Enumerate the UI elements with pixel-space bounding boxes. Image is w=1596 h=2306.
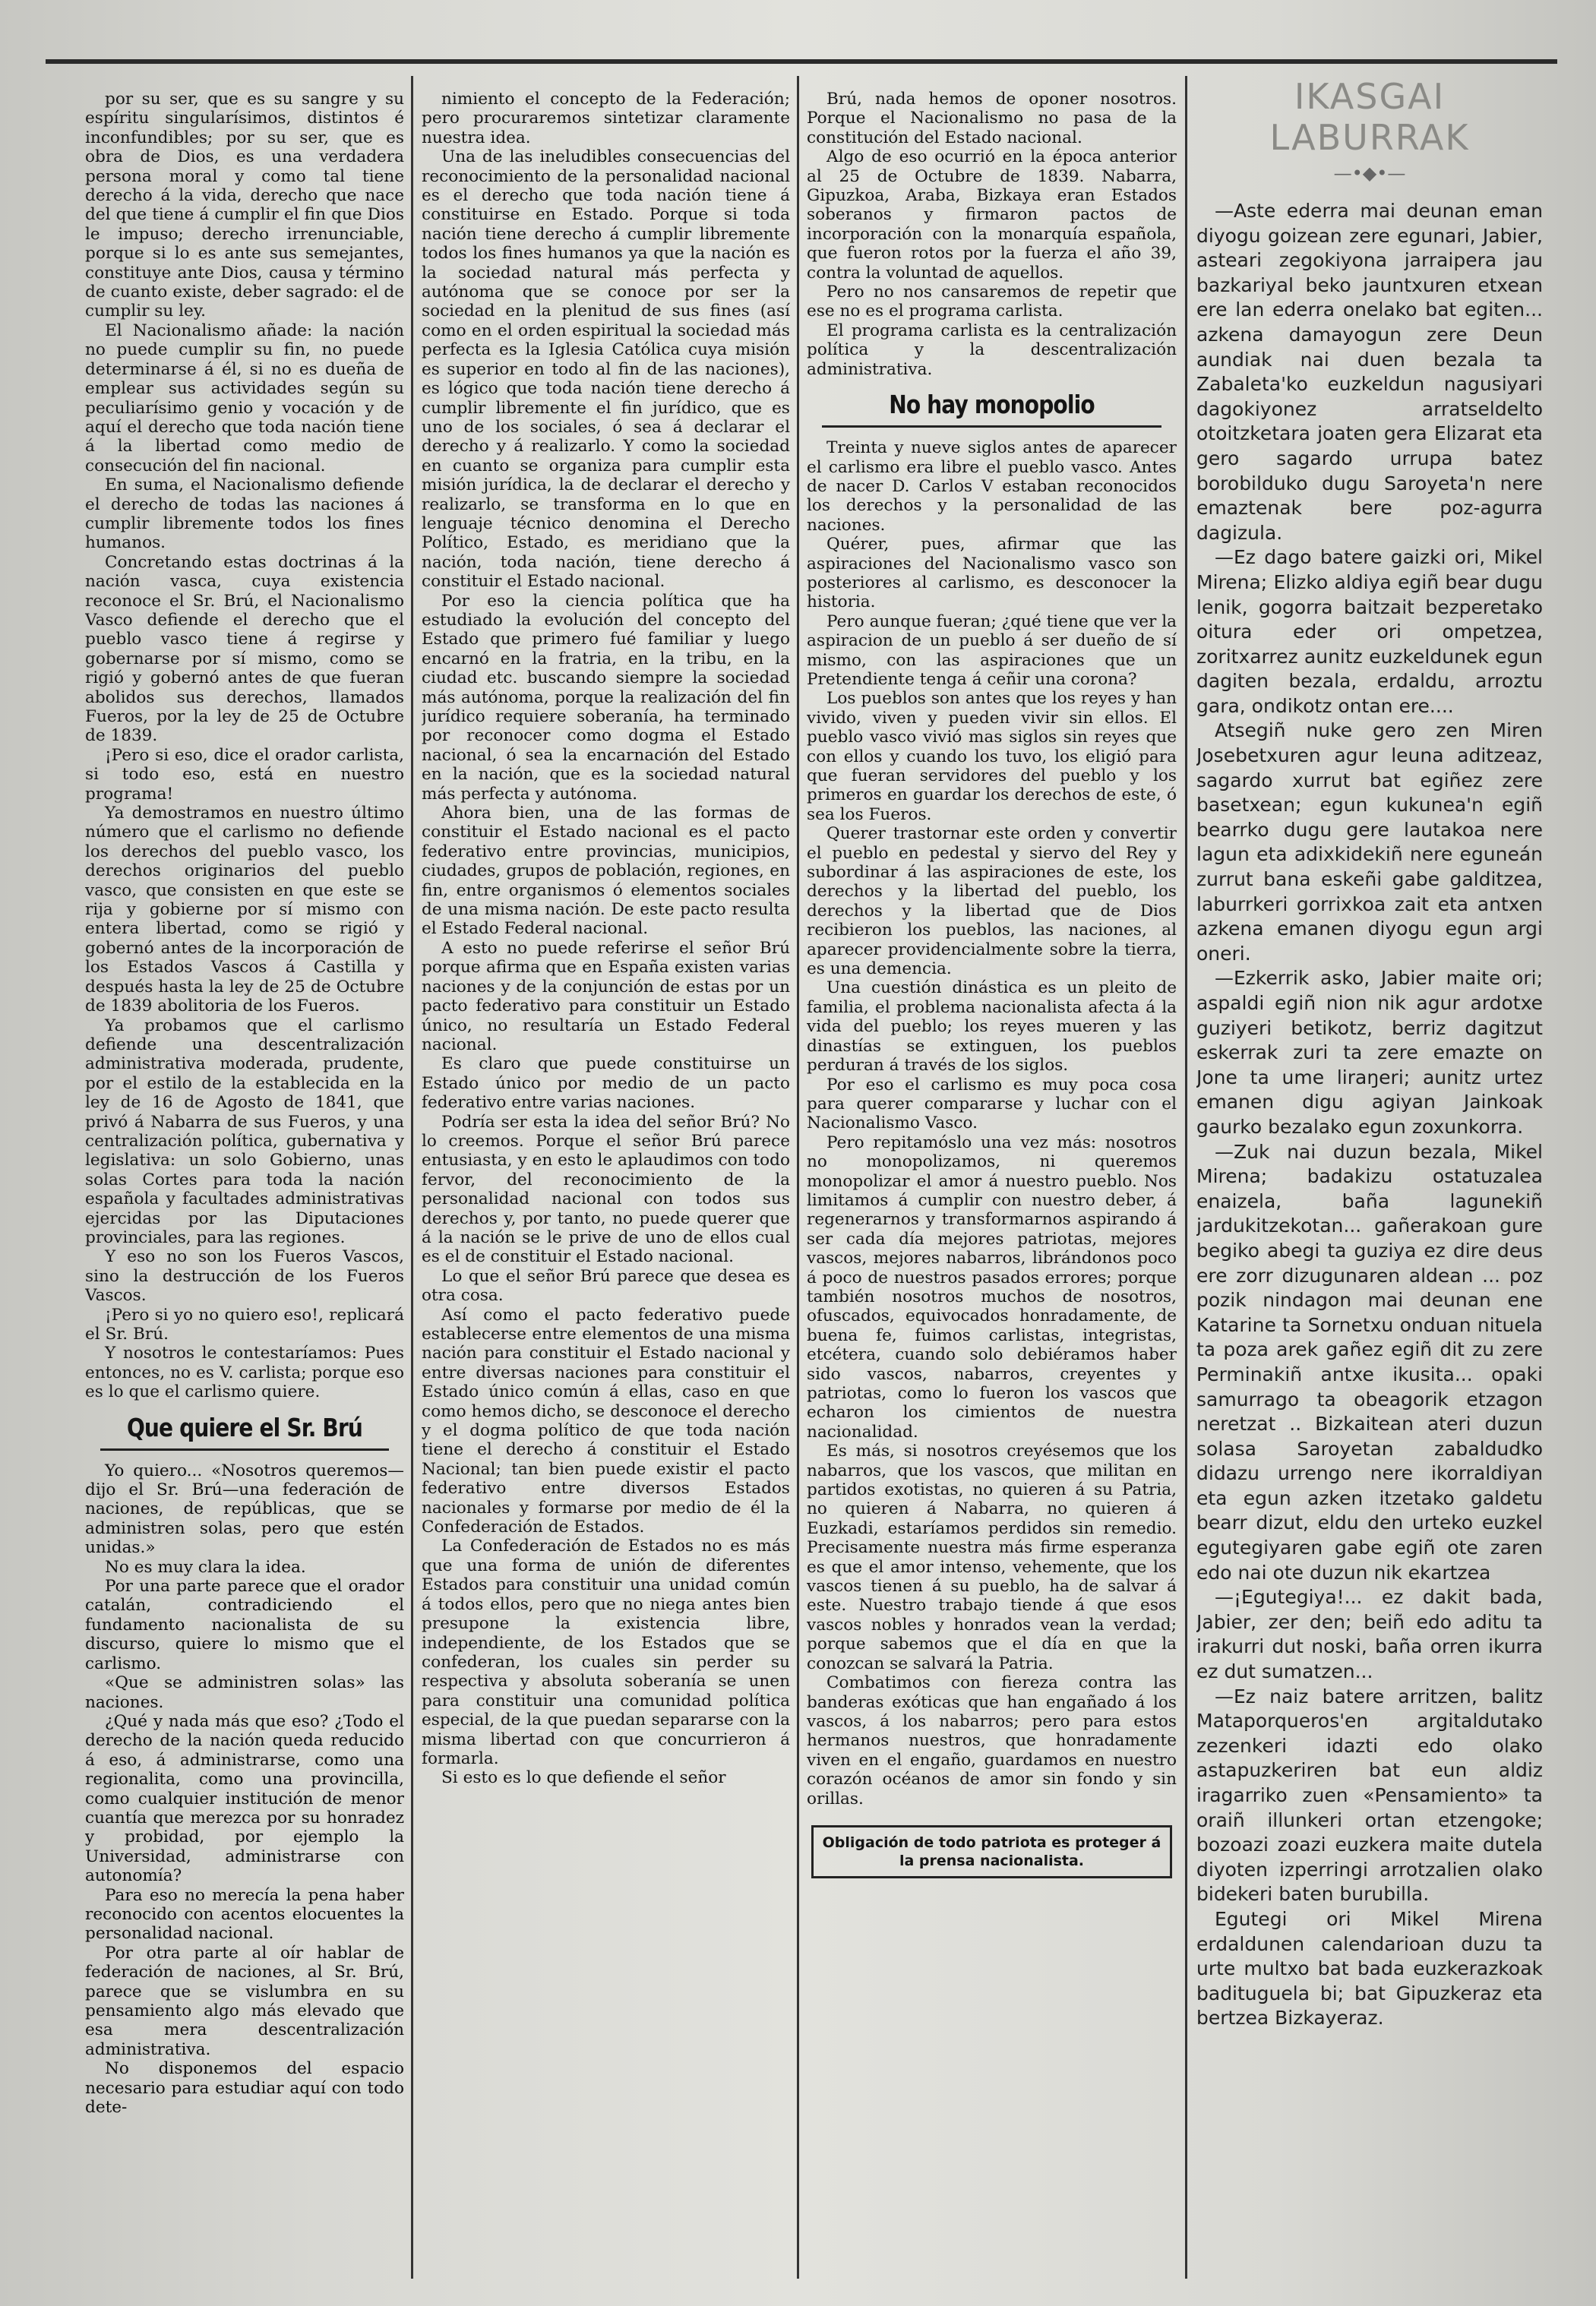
paragraph: Así como el pacto federativo puede establecerse entre elementos de una misma nación para constituir el Estado nacional y entre diversas naciones para constituir el Estado único común á ellas, caso en que como hemos dicho, se desconoce el derecho y el dogma político de que toda nación tiene el derecho á constituir el Estado Nacional; tan bien puede existir el pacto federativo entre diversos Estados nacionales y formarse por medio de él la Confederación de Estados.: [422, 1305, 790, 1537]
paragraph: Una de las ineludibles consecuencias del reconocimiento de la personalidad nacional es el derecho que toda nación tiene á constituirse en Estado. Porque si toda nación tiene derecho á cumplir libremente todos los fines humanos ya que la nación es la sociedad natural más perfecta y autónoma que se conoce por ser la sociedad en la plenitud de sus fines (así como en el orden espiritual la sociedad más perfecta es la Iglesia Católica cuya misión es superior en todo al fin de las naciones), es lógico que toda nación tiene derecho á cumplir libremente el fin jurídico, que es uno de los sociales, ó sea á declarar el derecho y á realizarlo. Y como la sociedad en cuanto se organiza para cumplir esta misión jurídica, la de declarar el derecho y realizarlo, se transforma en lo que en lenguaje técnico denomina el Derecho Político, Estado, es meridiano que la nación, toda nación, tiene derecho á constituir el Estado nacional.: [422, 147, 790, 592]
paragraph: Combatimos con fiereza contra las banderas exóticas que han engañado á los vascos, á los nabarros; pero para estos hermanos nuestros, que honradamente viven en el engaño, guardamos en nuestro corazón océanos de amor sin fondo y sin orillas.: [807, 1673, 1177, 1808]
paragraph: Brú, nada hemos de oponer nosotros. Porque el Nacionalismo no pasa de la constitución del Estado nacional.: [807, 90, 1177, 147]
paragraph: —Aste ederra mai deunan eman diyogu goizean zere egunari, Jabier, asteari zegokiyona jarraipera jau bazkariyal beko jauntxuren etxean ere lan ederra onelako bat egiten... azkena damayogun zere Deun aundiak nai duen bezala ta Zabaleta'ko euzkeldun nagusiyari dagokiyonez arratseldelto otoitzketara joaten gera Elizarat eta gero sagardo urrupa batez borobilduko dugu Saroyeta'n nere emaztenak bere poz-agurra dagizula.: [1196, 200, 1543, 544]
paragraph: Querer trastornar este orden y convertir el pueblo en pedestal y siervo del Rey y subordinar á las aspiraciones de este, los derechos y la libertad del pueblo, los derechos y la libertad que de Dios recibieron los pueblos, las naciones, al aparecer providencialmente sobre la tierra, es una demencia.: [807, 824, 1177, 979]
paragraph: Pero repitamóslo una vez más: nosotros no monopolizamos, ni queremos monopolizar el amor á nuestro pueblo. Nos limitamos á cumplir con nuestro deber, á regenerarnos y transformarnos aspirando á ser cada día mejores patriotas, mejores vascos, mejores nabarros, librándonos poco á poco de nuestros pasados errores; porque también nosotros muchos de nosotros, ofuscados, equivocados honradamente, de buena fe, fuimos carlistas, integristas, etcétera, cuando solo debiéramos haber sido vascos, nabarros, creyentes y patriotas, como lo fueron los vascos que echaron los cimientos de nuestra nacionalidad.: [807, 1132, 1177, 1442]
column-2: [422, 90, 790, 2285]
paragraph: A esto no puede referirse el señor Brú porque afirma que en España existen varias naciones y de la conjunción de estas por un pacto federativo para constituir un Estado único, no resultaría un Estado Federal nacional.: [422, 938, 790, 1054]
paragraph: ¡Pero si yo no quiero eso!, replicará el Sr. Brú.: [85, 1305, 404, 1344]
paragraph: El programa carlista es la centralización política y la descentralización administrativa.: [807, 321, 1177, 379]
paragraph: Una cuestión dinástica es un pleito de familia, el problema nacionalista afecta á la vida del pueblo; los reyes mueren y las dinastías se extinguen, los pueblos perduran á través de los siglos.: [807, 978, 1177, 1076]
ornament-icon: —•◆•—: [1333, 163, 1406, 184]
paragraph: «Que se administren solas» las naciones.: [85, 1673, 404, 1712]
paragraph: Por eso la ciencia política que ha estudiado la evolución del concepto del Estado que primero fué familiar y luego encarnó en la fratria, en la tribu, en la ciudad etc. buscando siempre la sociedad más autónoma, porque la realización del fin jurídico requiere soberanía, ha terminado por reconocer como dogma el Estado nacional, ó sea la encarnación del Estado en la nación, que es la sociedad natural más perfecta y autónoma.: [422, 591, 790, 804]
paragraph: Pero no nos cansaremos de repetir que ese no es el programa carlista.: [807, 283, 1177, 321]
paragraph: Para eso no merecía la pena haber reconocido con acentos elocuentes la personalidad nacional.: [85, 1885, 404, 1944]
paragraph: Pero aunque fueran; ¿qué tiene que ver la aspiracion de un pueblo á ser dueño de sí mismo, con las aspiraciones que un Pretendiente tenga á ceñir una corona?: [807, 611, 1177, 689]
paragraph: —¡Egutegiya!... ez dakit bada, Jabier, zer den; beiñ edo aditu ta irakurri dut noski, baña orren ikurra ez dut sumatzen...: [1196, 1586, 1543, 1683]
paragraph: Es más, si nosotros creyésemos que los nabarros, que los vascos, que militan en partidos exotistas, no quieren á su Patria, no quieren á Nabarra, no quieren á Euzkadi, estaríamos perdidos sin remedio. Precisamente nuestra más firme esperanza es que el amor intenso, vehemente, que los vascos tienen á su pueblo, ha de salvar á este. Nuestro trabajo tiende á que esos vascos nobles y honrados vean la verdad; porque sabemos que el día en que la conozcan se salvará la Patria.: [807, 1442, 1177, 1673]
paragraph: Ya demostramos en nuestro último número que el carlismo no defiende los derechos del pueblo vasco, los derechos originarios del pueblo vasco, que consisten en que este se rija y gobierne por sí mismo con entera libertad, como se rigió y gobernó antes de la incorporación de los Estados Vascos á Castilla y después hasta la ley de 25 de Octubre de 1839 abolitoria de los Fueros.: [85, 804, 404, 1016]
paragraph: El Nacionalismo añade: la nación no puede cumplir su fin, no puede determinarse á él, si no es dueña de emplear sus actividades según su peculiarísimo genio y vocación y de aquí el derecho que toda nación tiene á la libertad como medio de consecución del fin nacional.: [85, 321, 404, 475]
paragraph: Atsegiñ nuke gero zen Miren Josebetxuren agur leuna aditzeaz, sagardo xurrut bat egiñez zere basetxean; egun kukunea'n egiñ bearrko dugu gere lautakoa nere lagun eta adixkidekiñ nere eguneán zurrut bana eskeñi gabe galditzea, laburrkeri gorrixkoa zait eta antxen azkena emanen diyogu egun argi oneri.: [1196, 719, 1543, 965]
column-divider: [1185, 76, 1187, 2279]
paragraph: Lo que el señor Brú parece que desea es otra cosa.: [422, 1266, 790, 1306]
paragraph: Ahora bien, una de las formas de constituir el Estado nacional es el pacto federativo entre provincias, municipios, ciudades, grupos de población, regiones, en fin, entre organismos ó elementos sociales de una misma nación. De este pacto resulta el Estado Federal nacional.: [422, 804, 790, 939]
paragraph: No disponemos del espacio necesario para estudiar aquí con todo dete-: [85, 2059, 404, 2118]
paragraph: Es claro que puede constituirse un Estado único por medio de un pacto federativo entre varias naciones.: [422, 1054, 790, 1113]
col1-text-2: [85, 1461, 404, 2118]
paragraph: Algo de eso ocurrió en la época anterior al 25 de Octubre de 1839. Nabarra, Gipuzkoa, Araba, Bizkaya eran Estados soberanos y firmaron pactos de incorporación con la monarquía española, que fueron rotos por la fuerza el año 39, contra la voluntad de aquellos.: [807, 147, 1177, 283]
column-divider: [411, 76, 413, 2279]
paragraph: por su ser, que es su sangre y su espíritu singularísimos, distintos é inconfundibles; por su ser, que es obra de Dios, es una verdadera persona moral y como tal tiene derecho á la vida, derecho que nace del que tiene á cumplir el fin que Dios le impuso; derecho irrenunciable, porque si lo es ante sus semejantes, constituye ante Dios, causa y término de cuanto existe, deber sagrado: el de cumplir su ley.: [85, 90, 404, 321]
section-heading-no-hay-monopolio: No hay monopolio: [889, 390, 1095, 420]
paragraph: Treinta y nueve siglos antes de aparecer el carlismo era libre el pueblo vasco. Antes de nacer D. Carlos V estaban reconocidos los derechos y la personalidad de las naciones.: [807, 438, 1177, 535]
paragraph: ¡Pero si eso, dice el orador carlista, si todo eso, está en nuestro programa!: [85, 745, 404, 804]
paragraph: Por una parte parece que el orador catalán, contradiciendo el fundamento nacionalista de su discurso, quiere lo mismo que el carlismo.: [85, 1577, 404, 1673]
paragraph: Por eso el carlismo es muy poca cosa para querer compararse y luchar con el Nacionalismo Vasco.: [807, 1075, 1177, 1133]
section-heading-que-quiere: Que quiere el Sr. Brú: [126, 1412, 363, 1442]
paragraph: Yo quiero... «Nosotros queremos— dijo el Sr. Brú—una federación de naciones, de repúblicas, que se administren solas, pero que estén unidas.»: [85, 1461, 404, 1558]
top-rule: [46, 59, 1557, 64]
paragraph: Y nosotros le contestaríamos: Pues entonces, no es V. carlista; porque eso es lo que el carlismo quiere.: [85, 1344, 404, 1402]
column-divider: [797, 76, 799, 2279]
notice-box: Obligación de todo patriota es proteger á la prensa nacionalista.: [811, 1825, 1172, 1878]
paragraph: Ya probamos que el carlismo defiende una descentralización administrativa moderada, prudente, por el estilo de la establecida en la ley de 16 de Agosto de 1841, que privó á Nabarra de sus Fueros, y una centralización política, gubernativa y legislativa: un solo Gobierno, unas solas Cortes para toda la nación española y facultades administrativas ejercidas por las Diputaciones provinciales, para las regiones.: [85, 1016, 404, 1247]
paragraph: La Confederación de Estados no es más que una forma de unión de diferentes Estados para constituir una unidad común á todos ellos, pero que no niega antes bien presupone la existencia libre, independiente, de los Estados que se confederan, los cuales sin perder su respectiva y absoluta soberanía se unen para constituir una comunidad política especial, de la que puedan separarse con la misma libertad con que concurrieron á formarla.: [422, 1537, 790, 1768]
paragraph: No es muy clara la idea.: [105, 1557, 306, 1577]
paragraph: ¿Qué y nada más que eso? ¿Todo el derecho de la nación queda reducido á eso, á administrarse, como una regionalita, como una provincilla, como cualquier institución de menor cuantía que merezca por su honradez y probidad, por ejemplo la Universidad, administrarse con autonomía?: [85, 1711, 404, 1886]
col1-text: [85, 90, 404, 1402]
paragraph: Quérer, pues, afirmar que las aspiraciones del Nacionalismo vasco son posteriores al carlismo, es desconocer la historia.: [807, 535, 1177, 612]
paragraph: Podría ser esta la idea del señor Brú? No lo creemos. Porque el señor Brú parece entusiasta, y en esto le aplaudimos con todo fervor, del reconocimiento de la personalidad nacional con todos sus derechos y, por tanto, no puede querer que á la nación se le prive de uno de ellos cual es el de constituir el Estado nacional.: [422, 1112, 790, 1267]
paragraph: Egutegi ori Mikel Mirena erdaldunen calendarioan duzu ta urte multxo bat bada euzkerazkoak badituguela bi; bat Gipuzkeraz eta bertzea Bizkayeraz.: [1196, 1907, 1543, 2030]
paragraph: Los pueblos son antes que los reyes y han vivido, viven y pueden vivir sin ellos. El pueblo vasco vivió mas siglos sin reyes que con ellos y cuando los tuvo, los eligió para que fueran servidores del pueblo y los primeros en guardar los derechos de este, ó sea los Fueros.: [807, 689, 1177, 824]
paragraph: —Ez dago batere gaizki ori, Mikel Mirena; Elizko aldiya egiñ bear dugu lenik, gogorra baitzait bezperetako oitura eder ori ompetzea, zoritxarrez aunitz euzkeldunek egun dagiten bezala, erdaldu, arroztu gara, ondikotz ontan ere....: [1196, 546, 1543, 717]
paragraph: Por otra parte al oír hablar de federación de naciones, al Sr. Brú, parece que se vislumbra en su pensamiento algo más elevado que esa mera descentralización administrativa.: [85, 1943, 404, 2059]
paragraph: Si esto es lo que defiende el señor: [441, 1768, 726, 1788]
paragraph: nimiento el concepto de la Federación; pero procuraremos sintetizar claramente nuestra idea.: [422, 90, 790, 147]
column-3: [807, 90, 1177, 2285]
heading-rule: [822, 425, 1161, 428]
paragraph: —Zuk nai duzun bezala, Mikel Mirena; badakizu ostatuzalea enaizela, baña laguneki̇ñ jardukitzekotan... gañerakoan gure begiko abegi ta guziya ez dire deus ere zorr dizugunaren aldean ... poz pozik nindagon mai deunan ene Katarine ta Sornetxu onduan nituela ta poza arek gañez egiñ dit zu zere Perminakiñ antxe ikusita... opaki samurrago ta obeagorik etzagon neretzat .. Bizkaitean ateri duzun solasa Saroyetan zabaldudko didazu urrengo nere ikorraldiyan eta egun azken itzetako galdetu bearr dizut, eldu den urteko euzkel egutegiyaren gabe egiñ ote zaren edo nai ote duzun nik ekartzea: [1196, 1140, 1543, 1584]
column-1: [85, 90, 404, 2285]
paragraph: —Ez naiz batere arritzen, balitz Mataporqueros'en argitaldutako zezenkeri idazti edo olako astapuzkeriren bat eun aldiz iragarriko zuen «Pensamiento» ta oraiñ illunkeri ortan etzengoke; bozoazi zoazi euzkera maite dutela diyoten izperringi arrotzalien olako bidekeri baten burubilla.: [1196, 1685, 1543, 1906]
paragraph: En suma, el Nacionalismo defiende el derecho de todas las naciones á cumplir libremente todos los fines humanos.: [85, 475, 404, 553]
column-4: [1196, 76, 1543, 2279]
masthead-title: IKASGAI LABURRAK: [1269, 76, 1470, 158]
paragraph: Y eso no son los Fueros Vascos, sino la destrucción de los Fueros Vascos.: [85, 1247, 404, 1306]
paragraph: —Ezkerrik asko, Jabier maite ori; aspaldi egiñ nion nik agur ardotxe guziyeri betikotz, berriz dagitzut eskerrak zuri ta zere emazte on Jone ta ume liraŋeri; aunitz urtez emanen digu agiyan Jainkoak gaurko bezalako egun zoxunkorra.: [1196, 967, 1543, 1138]
paragraph: Concretando estas doctrinas á la nación vasca, cuya existencia reconoce el Sr. Brú, el Nacionalismo Vasco defiende el derecho que el pueblo vasco tiene á regirse y gobernarse por sí mismo, como se rigió y gobernó antes de que fueran abolidos sus derechos, llamados Fueros, por la ley de 25 de Octubre de 1839.: [85, 552, 404, 746]
heading-rule: [100, 1448, 389, 1451]
